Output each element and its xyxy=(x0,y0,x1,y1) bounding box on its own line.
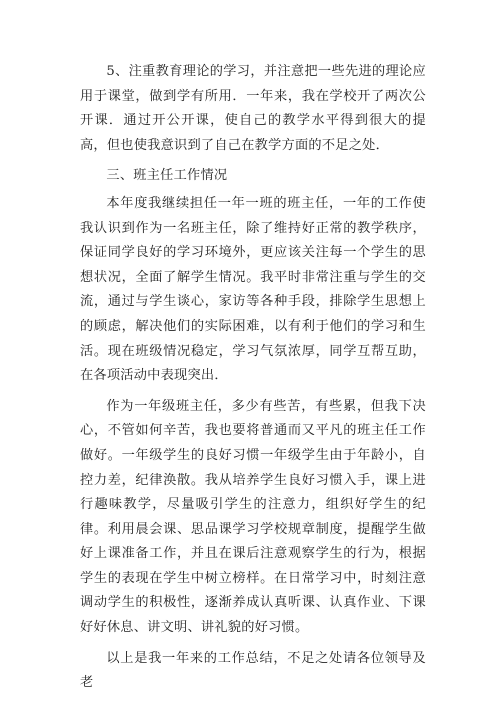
document-body xyxy=(80,60,426,702)
paragraph-first-grade-habits: 作为一年级班主任，多少有些苦，有些累，但我下决心，不管如何辛苦，我也要将普通而又平凡的班主任工作做好。一年级学生的良好习惯一年级学生由于年龄小，自控力差，纪律涣散。我从培养学生良好习惯入手，课上进行趣味教学，尽量吸引学生的注意力，组织好学生的纪律。利用晨会课、思品课学习学校规章制度，提醒学生做好上课准备工作，并且在课后注意观察学生的行为，根据学生的表现在学生中树立榜样。在日常学习中，时刻注意调动学生的积极性，逐渐养成认真听课、认真作业、下课好好休息、讲文明、讲礼貌的好习惯。 xyxy=(80,398,426,636)
paragraph-class-teacher-work: 本年度我继续担任一年一班的班主任，一年的工作使我认识到作为一名班主任，除了维持好正常的教学秩序，保证同学良好的学习环境外，更应该关注每一个学生的思想状况，全面了解学生情况。我平时非常注重与学生的交流，通过与学生谈心，家访等各种手段，排除学生思想上的顾虑，解决他们的实际困难，以有利于他们的学习和生活。现在班级情况稳定，学习气氛浓厚，同学互帮互助，在各项活动中表现突出． xyxy=(80,195,426,384)
paragraph-theory-study: 5、注重教育理论的学习，并注意把一些先进的理论应用于课堂，做到学有所用．一年来，我在学校开了两次公开课．通过开公开课，使自己的教学水平得到很大的提高，但也使我意识到了自己在教学方面的不足之处． xyxy=(80,64,426,153)
section-heading-class-teacher: 三、班主任工作情况 xyxy=(106,168,228,184)
paragraph-summary-closing: 以上是我一年来的工作总结，不足之处请各位领导及老 xyxy=(80,650,426,691)
